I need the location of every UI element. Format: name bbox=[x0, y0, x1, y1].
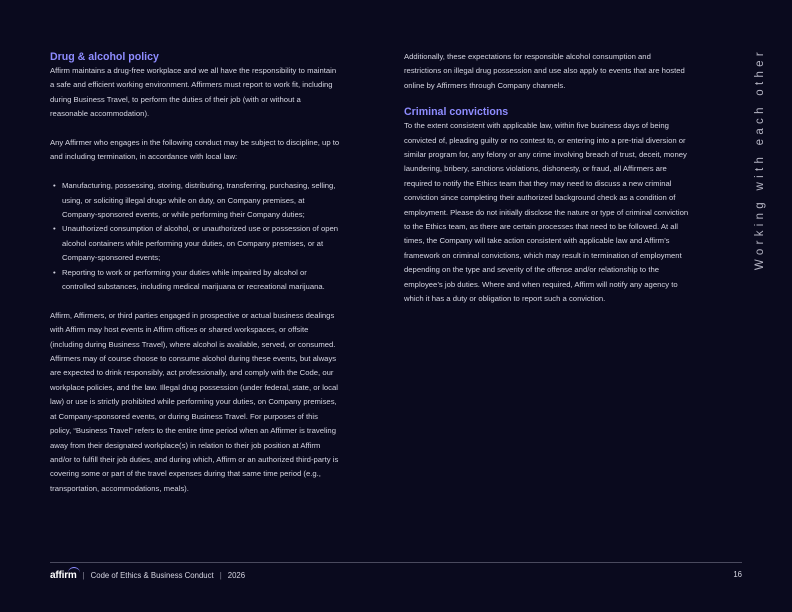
footer bbox=[50, 570, 245, 581]
bullet-icon: • bbox=[53, 224, 56, 234]
criminal-convictions-heading: Criminal convictions bbox=[404, 106, 509, 119]
conduct-list bbox=[50, 179, 340, 294]
footer-divider bbox=[50, 562, 742, 563]
section-side-title: Working with each other bbox=[754, 48, 766, 271]
convictions-paragraph: To the extent consistent with applicable law, within five business days of being convicted of, pleading guilty or no contest to, or entering into a pre-trial diversion or similar program for, any felony or any crime involving breach of trust, deceit, money laundering, bribery, sanctions violations, dishonesty, or fraud, all Affirmers are required to notify the Ethics team that they may need to discuss a new criminal conviction since completing their authorized background check as a condition of employment. Please do not initially disclose the nature or type of criminal conviction to the Ethics team, as there are certain processes that need to be followed. At all times, the Company will take action consistent with applicable law and Affirm’s framework on criminal convictions, which may result in termination of employment depending on the type and severity of the offense and/or relationship to the employee’s job duties. Where and when required, Affirm will notify any agency to which it has a duty or obligation to report such a conviction. bbox=[404, 121, 689, 304]
footer-separator: | bbox=[219, 571, 222, 580]
right-column bbox=[404, 50, 689, 307]
list-item: • Reporting to work or performing your duties while impaired by alcohol or controlled substances, including medical marijuana or recreational marijuana. bbox=[53, 267, 325, 292]
list-item: • Manufacturing, possessing, storing, distributing, transferring, purchasing, selling, using, or soliciting illegal drugs while on duty, on Company premises, at Company-sponsored events, or while performing their Company duties; bbox=[53, 181, 336, 220]
drug-policy-intro: Affirm maintains a drug-free workplace and we all have the responsibility to maintain a safe and efficient working environment. Affirmers must report to work fit, including during Business Travel, to perform the duties of their job (with or without a reasonable accommodation). bbox=[50, 66, 337, 119]
footer-year: 2026 bbox=[227, 571, 246, 580]
list-item: • Unauthorized consumption of alcohol, or unauthorized use or possession of open alcohol containers while performing your duties, on Company premises, or at Company-sponsored events; bbox=[53, 224, 339, 263]
drug-alcohol-heading: Drug & alcohol policy bbox=[50, 51, 159, 63]
discipline-paragraph: Any Affirmer who engages in the following conduct may be subject to discipline, up to and including termination, in accordance with local law: bbox=[50, 138, 340, 162]
left-column bbox=[50, 50, 340, 496]
affirm-logo: affirm bbox=[50, 570, 77, 581]
bullet-icon: • bbox=[53, 267, 56, 277]
page-number: 16 bbox=[733, 570, 742, 579]
footer-separator: | bbox=[82, 571, 85, 580]
online-events-paragraph: Additionally, these expectations for responsible alcohol consumption and restrictions on illegal drug possession and use also apply to events that are hosted online by Affirmers through Company channels. bbox=[404, 52, 685, 90]
logo-arc-icon bbox=[68, 567, 80, 574]
footer-doc-title: Code of Ethics & Business Conduct bbox=[90, 571, 214, 580]
events-paragraph: Affirm, Affirmers, or third parties engaged in prospective or actual business dealings with Affirm may host events in Affirm offices or shared workspaces, or offsite (including during Business Travel), where alcohol is available, served, or consumed. Affirmers may of course choose to consume alcohol during these events, but always are expected to drink responsibly, act professionally, and comply with the Code, our workplace policies, and the law. Illegal drug possession (under federal, state, or local law) or use is strictly prohibited while performing your duties, on Company premises, at Company-sponsored events, or during Business Travel. For purposes of this policy, “Business Travel” refers to the entire time period when an Affirmer is traveling away from their designated workplace(s) in relation to their job position at Affirm and/or to fulfill their job duties, and during which, Affirm or an authorized third-party is covering some or part of the travel expenses during that same time period (e.g., transportation, accommodations, meals). bbox=[50, 310, 339, 493]
bullet-icon: • bbox=[53, 181, 56, 191]
